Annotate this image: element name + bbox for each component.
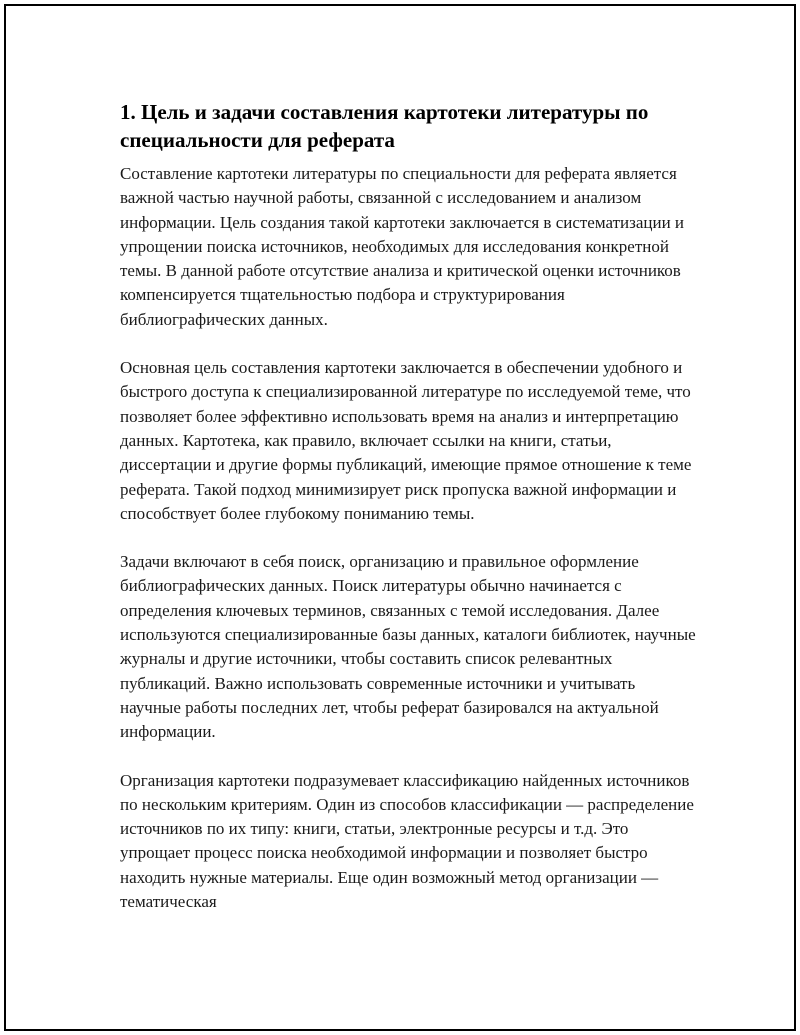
- paragraph-2: Основная цель составления картотеки заключается в обеспечении удобного и быстрого доступа к специализированной литературе по исследуемой теме, что позволяет более эффективно использовать время на анализ и интерпретацию данных. Картотека, как правило, включает ссылки на книги, статьи, диссертации и другие формы публикаций, имеющие прямое отношение к теме реферата. Такой подход минимизирует риск пропуска важной информации и способствует более глубокому пониманию темы.: [120, 358, 692, 523]
- paragraph-4: Организация картотеки подразумевает классификацию найденных источников по нескольким критериям. Один из способов классификации — распределение источников по их типу: книги, статьи, электронные ресурсы и т.д. Это упрощает процесс поиска необходимой информации и позволяет быстро находить нужные материалы. Еще один возможный метод организации — тематическая: [120, 770, 694, 912]
- section-title: 1. Цель и задачи составления картотеки литературы по специальности для реферата: [120, 100, 649, 152]
- paragraph-3: Задачи включают в себя поиск, организацию и правильное оформление библиографических данных. Поиск литературы обычно начинается с определения ключевых терминов, связанных с темой исследования. Далее используются специализированные базы данных, каталоги библиотек, научные журналы и другие источники, чтобы составить список релевантных публикаций. Важно использовать современные источники и учитывать научные работы последних лет, чтобы реферат базировался на актуальной информации.: [120, 552, 696, 742]
- paragraph-1: Составление картотеки литературы по специальности для реферата является важной частью научной работы, связанной с исследованием и анализом информации. Цель создания такой картотеки заключается в систематизации и упрощении поиска источников, необходимых для исследования конкретной темы. В данной работе отсутствие анализа и критической оценки источников компенсируется тщательностью подбора и структурирования библиографических данных.: [120, 164, 685, 329]
- document-body: [120, 98, 700, 938]
- page-frame: [4, 4, 796, 1031]
